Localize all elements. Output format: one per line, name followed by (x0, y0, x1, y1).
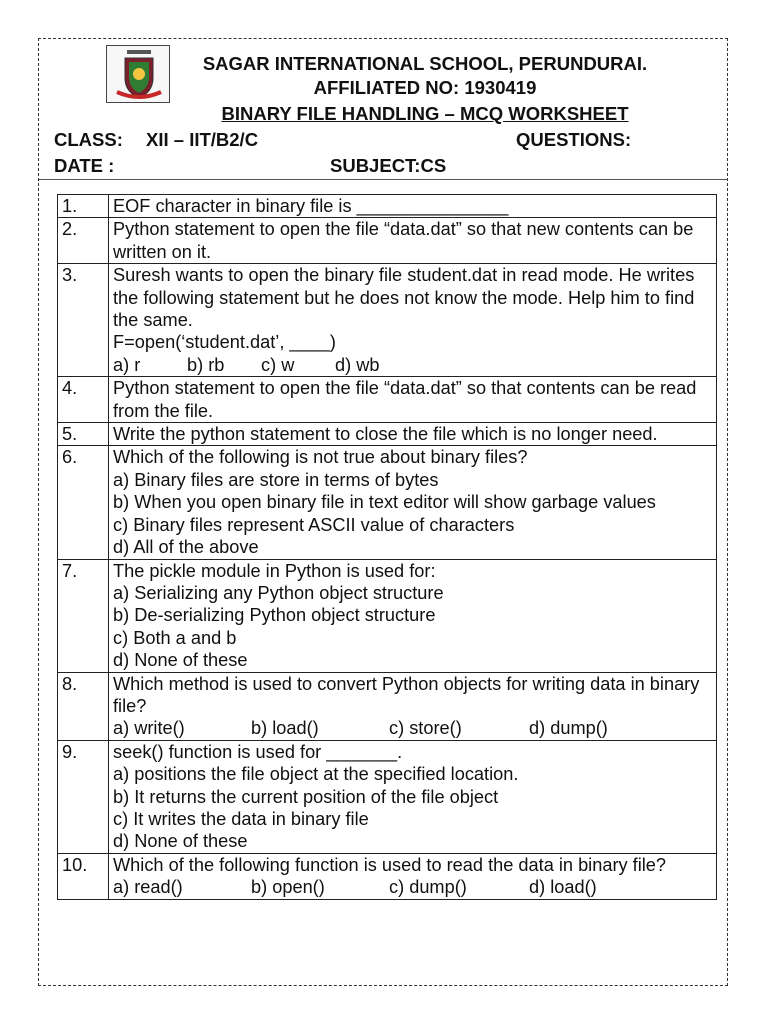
question-text-cell (109, 559, 717, 672)
question-row (58, 853, 717, 899)
question-line: d) All of the above (113, 537, 259, 558)
question-line: F=open(‘student.dat’, ____) (113, 332, 336, 353)
class-value: XII – IIT/B2/C (146, 129, 259, 150)
answer-option: c) dump() (389, 877, 467, 898)
question-row (58, 377, 717, 423)
question-line: c) Binary files represent ASCII value of characters (113, 514, 515, 535)
answer-option: b) load() (251, 718, 319, 739)
question-row (58, 559, 717, 672)
header-divider (39, 179, 727, 180)
affiliation-number: AFFILIATED NO: 1930419 (313, 77, 537, 98)
answer-option: c) store() (389, 718, 462, 739)
answer-option: d) dump() (529, 718, 608, 739)
question-text-cell (109, 446, 717, 559)
question-line: d) None of these (113, 831, 248, 852)
question-row (58, 672, 717, 740)
question-line: b) When you open binary file in text editor will show garbage values (113, 492, 656, 513)
question-line: a) positions the file object at the specified location. (113, 764, 519, 785)
class-label: CLASS: (54, 129, 123, 150)
answer-options (113, 717, 710, 739)
question-line: Write the python statement to close the file which is no longer need. (113, 424, 658, 445)
question-text-cell (109, 377, 717, 423)
question-line: d) None of these (113, 650, 248, 671)
question-number: 7. (58, 559, 109, 672)
question-line: Which method is used to convert Python objects for writing data in binary file? (113, 673, 700, 716)
question-number: 10. (58, 853, 109, 899)
question-number: 9. (58, 740, 109, 853)
question-number: 4. (58, 377, 109, 423)
question-text-cell (109, 853, 717, 899)
question-text-cell (109, 740, 717, 853)
question-text-cell (109, 218, 717, 264)
subject-label: SUBJECT:CS (330, 155, 447, 176)
question-number: 8. (58, 672, 109, 740)
question-text-cell (109, 672, 717, 740)
worksheet-title: BINARY FILE HANDLING – MCQ WORKSHEET (221, 103, 629, 124)
question-line: c) It writes the data in binary file (113, 808, 369, 829)
question-text-cell (109, 423, 717, 446)
answer-option: c) w (261, 354, 295, 375)
question-line: Python statement to open the file “data.dat” so that contents can be read from the file. (113, 378, 697, 421)
answer-option: b) open() (251, 877, 325, 898)
question-line: Suresh wants to open the binary file student.dat in read mode. He writes the following statement but he does not know the mode. Help him to find the same. (113, 265, 695, 331)
answer-options (113, 354, 710, 376)
question-text-cell (109, 264, 717, 377)
question-row (58, 740, 717, 853)
question-line: a) Serializing any Python object structure (113, 582, 444, 603)
question-line: seek() function is used for _______. (113, 741, 403, 762)
question-row (58, 423, 717, 446)
question-number: 1. (58, 195, 109, 218)
answer-option: a) r (113, 354, 141, 375)
question-line: a) Binary files are store in terms of bytes (113, 469, 439, 490)
question-line: Which of the following is not true about binary files? (113, 447, 528, 468)
answer-option: a) read() (113, 877, 183, 898)
question-number: 2. (58, 218, 109, 264)
question-row (58, 446, 717, 559)
question-line: The pickle module in Python is used for: (113, 560, 436, 581)
question-line: c) Both a and b (113, 627, 237, 648)
question-text-cell (109, 195, 717, 218)
answer-option: a) write() (113, 718, 185, 739)
question-line: b) It returns the current position of the file object (113, 786, 499, 807)
answer-option: b) rb (187, 354, 225, 375)
question-number: 5. (58, 423, 109, 446)
question-table (57, 194, 717, 900)
question-number: 3. (58, 264, 109, 377)
question-line: b) De-serializing Python object structure (113, 605, 436, 626)
answer-options (113, 876, 710, 898)
question-line: EOF character in binary file is _______________ (113, 196, 509, 216)
answer-option: d) wb (335, 354, 380, 375)
school-name: SAGAR INTERNATIONAL SCHOOL, PERUNDURAI. (202, 53, 648, 74)
question-row (58, 218, 717, 264)
question-line: Which of the following function is used to read the data in binary file? (113, 854, 667, 875)
question-row (58, 195, 717, 218)
question-number: 6. (58, 446, 109, 559)
date-label: DATE : (54, 155, 115, 176)
answer-option: d) load() (529, 877, 597, 898)
question-line: Python statement to open the file “data.dat” so that new contents can be written on it. (113, 219, 694, 262)
questions-label: QUESTIONS: (516, 129, 632, 150)
question-row (58, 264, 717, 377)
